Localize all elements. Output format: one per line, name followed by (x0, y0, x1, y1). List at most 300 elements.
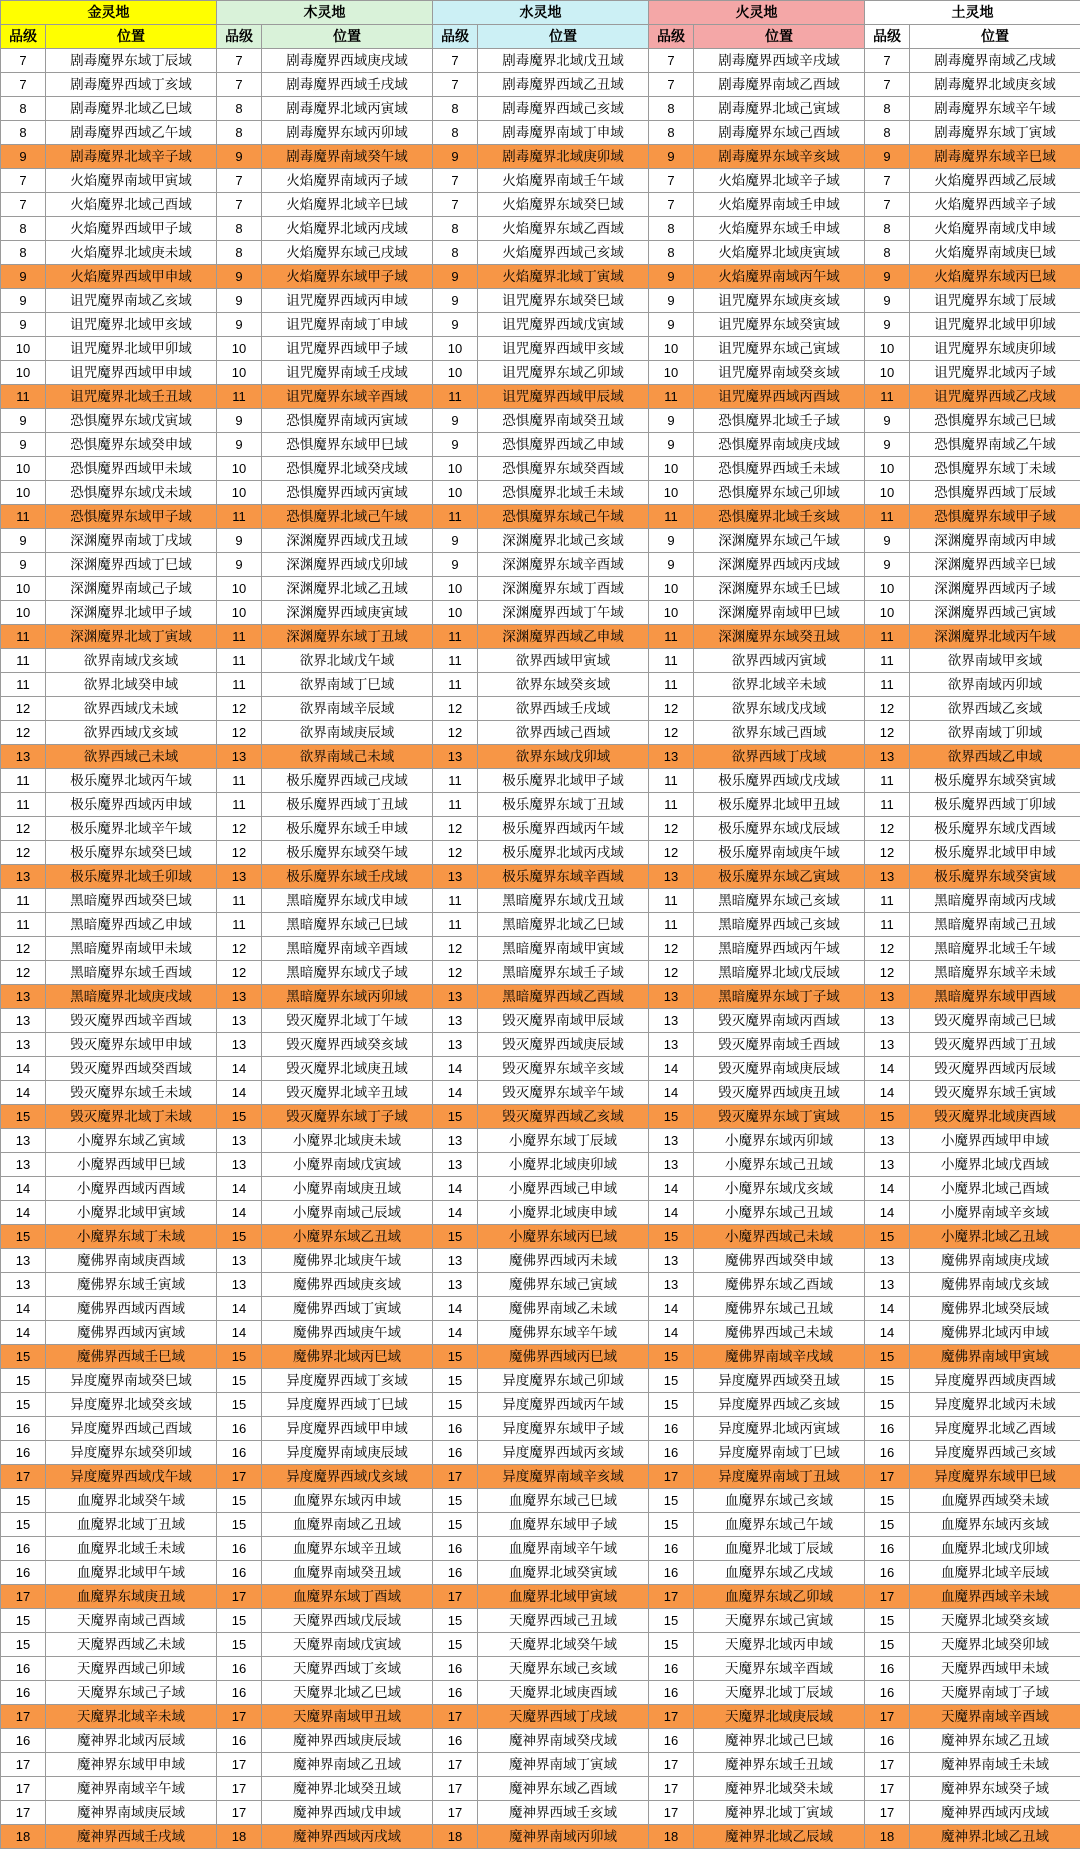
cell-grade: 14 (865, 1321, 910, 1345)
cell-grade: 11 (217, 385, 262, 409)
cell-grade: 10 (865, 577, 910, 601)
cell-position: 异度魔界东域癸卯域 (46, 1441, 217, 1465)
cell-grade: 15 (649, 1633, 694, 1657)
cell-position: 黑暗魔界北域壬午域 (910, 937, 1080, 961)
cell-position: 异度魔界西域丁亥域 (262, 1369, 433, 1393)
cell-grade: 10 (1, 601, 46, 625)
cell-position: 深渊魔界西域丙子域 (910, 577, 1080, 601)
cell-position: 小魔界西域己未域 (694, 1225, 865, 1249)
cell-grade: 15 (1, 1369, 46, 1393)
cell-grade: 11 (1, 505, 46, 529)
cell-grade: 13 (217, 745, 262, 769)
cell-position: 小魔界南域庚丑域 (262, 1177, 433, 1201)
cell-position: 诅咒魔界东域癸寅域 (694, 313, 865, 337)
table-row (1, 1345, 1080, 1369)
cell-position: 黑暗魔界东域己巳域 (262, 913, 433, 937)
cell-grade: 8 (217, 97, 262, 121)
cell-grade: 18 (217, 1825, 262, 1849)
cell-grade: 17 (1, 1801, 46, 1825)
cell-position: 火焰魔界北域辛子域 (694, 169, 865, 193)
cell-grade: 17 (433, 1777, 478, 1801)
group-header-2: 水灵地 (433, 1, 649, 25)
cell-grade: 10 (865, 337, 910, 361)
cell-position: 欲界东域戊戌域 (694, 697, 865, 721)
cell-grade: 8 (433, 121, 478, 145)
cell-grade: 15 (649, 1489, 694, 1513)
cell-position: 欲界西域戊亥域 (46, 721, 217, 745)
cell-position: 魔神界北域丙辰域 (46, 1729, 217, 1753)
cell-grade: 13 (217, 865, 262, 889)
cell-grade: 7 (865, 193, 910, 217)
cell-position: 魔佛界南域戊亥域 (910, 1273, 1080, 1297)
cell-grade: 8 (649, 241, 694, 265)
cell-position: 毁灭魔界西域丁丑域 (910, 1033, 1080, 1057)
cell-position: 小魔界东域乙寅域 (46, 1129, 217, 1153)
cell-position: 魔佛界北域庚午域 (262, 1249, 433, 1273)
cell-position: 天魔界南域丁子域 (910, 1681, 1080, 1705)
cell-position: 深渊魔界东域丁酉域 (478, 577, 649, 601)
cell-grade: 15 (1, 1393, 46, 1417)
cell-grade: 17 (649, 1753, 694, 1777)
cell-grade: 10 (217, 601, 262, 625)
cell-position: 恐惧魔界东域甲子域 (910, 505, 1080, 529)
cell-grade: 15 (433, 1105, 478, 1129)
cell-grade: 12 (865, 961, 910, 985)
cell-position: 魔神界南域癸戌域 (478, 1729, 649, 1753)
cell-position: 魔神界南域壬未域 (910, 1753, 1080, 1777)
table-row (1, 1561, 1080, 1585)
cell-grade: 14 (1, 1177, 46, 1201)
table-row (1, 1177, 1080, 1201)
cell-position: 黑暗魔界东域己亥域 (694, 889, 865, 913)
cell-position: 火焰魔界东域甲子域 (262, 265, 433, 289)
cell-grade: 17 (649, 1465, 694, 1489)
table-row (1, 241, 1080, 265)
cell-grade: 9 (217, 289, 262, 313)
cell-grade: 17 (1, 1585, 46, 1609)
cell-position: 恐惧魔界东域癸申域 (46, 433, 217, 457)
cell-grade: 12 (649, 817, 694, 841)
cell-position: 魔佛界西域庚午域 (262, 1321, 433, 1345)
table-row (1, 1153, 1080, 1177)
cell-grade: 13 (217, 1249, 262, 1273)
cell-grade: 7 (1, 49, 46, 73)
cell-position: 欲界西域丁戌域 (694, 745, 865, 769)
cell-position: 魔神界西域庚辰域 (262, 1729, 433, 1753)
cell-grade: 15 (865, 1489, 910, 1513)
cell-position: 血魔界南域癸丑域 (262, 1561, 433, 1585)
cell-grade: 10 (1, 481, 46, 505)
cell-position: 深渊魔界北域己亥域 (478, 529, 649, 553)
cell-position: 黑暗魔界南域辛酉域 (262, 937, 433, 961)
cell-grade: 14 (433, 1297, 478, 1321)
group-header-4: 土灵地 (865, 1, 1080, 25)
cell-position: 魔佛界东域壬寅域 (46, 1273, 217, 1297)
cell-grade: 11 (1, 769, 46, 793)
cell-grade: 8 (433, 97, 478, 121)
cell-position: 天魔界西域丁亥域 (262, 1657, 433, 1681)
cell-position: 魔佛界西域庚亥域 (262, 1273, 433, 1297)
cell-grade: 9 (649, 433, 694, 457)
table-row (1, 1489, 1080, 1513)
cell-position: 魔佛界西域丙酉域 (46, 1297, 217, 1321)
cell-grade: 15 (649, 1609, 694, 1633)
cell-grade: 12 (1, 841, 46, 865)
cell-position: 小魔界西域甲巳域 (46, 1153, 217, 1177)
cell-grade: 16 (217, 1561, 262, 1585)
cell-grade: 10 (1, 361, 46, 385)
cell-grade: 11 (649, 649, 694, 673)
cell-position: 欲界北域癸申域 (46, 673, 217, 697)
cell-grade: 13 (865, 985, 910, 1009)
cell-grade: 8 (649, 121, 694, 145)
cell-grade: 13 (217, 1033, 262, 1057)
cell-grade: 10 (433, 577, 478, 601)
cell-grade: 15 (649, 1105, 694, 1129)
cell-position: 异度魔界南域癸巳域 (46, 1369, 217, 1393)
cell-position: 异度魔界西域庚酉域 (910, 1369, 1080, 1393)
cell-grade: 11 (649, 385, 694, 409)
cell-position: 魔神界南域辛午域 (46, 1777, 217, 1801)
cell-grade: 11 (865, 673, 910, 697)
cell-position: 血魔界东域辛丑域 (262, 1537, 433, 1561)
cell-grade: 12 (217, 841, 262, 865)
cell-position: 异度魔界东域甲巳域 (910, 1465, 1080, 1489)
cell-grade: 11 (217, 505, 262, 529)
cell-position: 恐惧魔界东域己卯域 (694, 481, 865, 505)
cell-position: 欲界西域甲寅域 (478, 649, 649, 673)
cell-position: 毁灭魔界南域庚辰域 (694, 1057, 865, 1081)
cell-grade: 9 (433, 433, 478, 457)
cell-position: 极乐魔界北域辛午域 (46, 817, 217, 841)
cell-position: 剧毒魔界北域庚亥域 (910, 73, 1080, 97)
cell-position: 欲界南域丁卯域 (910, 721, 1080, 745)
cell-grade: 12 (433, 721, 478, 745)
cell-position: 剧毒魔界东域辛巳域 (910, 145, 1080, 169)
cell-grade: 9 (433, 313, 478, 337)
table-row (1, 601, 1080, 625)
cell-position: 火焰魔界南域甲寅域 (46, 169, 217, 193)
cell-position: 黑暗魔界南域己丑域 (910, 913, 1080, 937)
cell-position: 魔神界西域丙戌域 (262, 1825, 433, 1849)
cell-grade: 11 (865, 385, 910, 409)
cell-grade: 13 (433, 985, 478, 1009)
cell-position: 剧毒魔界西域乙午域 (46, 121, 217, 145)
cell-position: 欲界南域丙卯域 (910, 673, 1080, 697)
cell-position: 火焰魔界西域辛子域 (910, 193, 1080, 217)
cell-grade: 13 (865, 1009, 910, 1033)
cell-position: 血魔界东域甲子域 (478, 1513, 649, 1537)
cell-grade: 15 (865, 1609, 910, 1633)
cell-position: 魔神界西域壬亥域 (478, 1801, 649, 1825)
cell-grade: 9 (865, 313, 910, 337)
cell-grade: 15 (649, 1345, 694, 1369)
table-row (1, 1465, 1080, 1489)
cell-position: 恐惧魔界北域壬未域 (478, 481, 649, 505)
cell-position: 魔神界南域庚辰域 (46, 1801, 217, 1825)
cell-position: 深渊魔界西域丙戌域 (694, 553, 865, 577)
cell-grade: 14 (865, 1201, 910, 1225)
cell-grade: 13 (1, 1249, 46, 1273)
cell-grade: 12 (649, 937, 694, 961)
cell-grade: 13 (649, 1273, 694, 1297)
cell-position: 天魔界北域癸卯域 (910, 1633, 1080, 1657)
cell-position: 毁灭魔界南域丙酉域 (694, 1009, 865, 1033)
cell-grade: 17 (1, 1753, 46, 1777)
cell-grade: 12 (1, 721, 46, 745)
cell-grade: 17 (865, 1801, 910, 1825)
cell-position: 剧毒魔界北域乙巳域 (46, 97, 217, 121)
cell-grade: 9 (1, 313, 46, 337)
cell-grade: 8 (865, 241, 910, 265)
cell-grade: 13 (1, 1153, 46, 1177)
cell-position: 魔佛界北域丙申域 (910, 1321, 1080, 1345)
cell-grade: 13 (865, 745, 910, 769)
cell-grade: 16 (433, 1681, 478, 1705)
cell-grade: 11 (1, 673, 46, 697)
cell-position: 异度魔界南域丁巳域 (694, 1441, 865, 1465)
cell-grade: 7 (1, 193, 46, 217)
cell-grade: 12 (217, 721, 262, 745)
cell-position: 毁灭魔界东域甲申域 (46, 1033, 217, 1057)
cell-grade: 11 (649, 505, 694, 529)
cell-position: 黑暗魔界东域壬酉域 (46, 961, 217, 985)
cell-grade: 15 (217, 1393, 262, 1417)
cell-position: 血魔界西域癸未域 (910, 1489, 1080, 1513)
cell-position: 小魔界西域己申域 (478, 1177, 649, 1201)
table-row (1, 73, 1080, 97)
cell-grade: 7 (433, 49, 478, 73)
cell-position: 毁灭魔界西域癸亥域 (262, 1033, 433, 1057)
cell-position: 欲界西域戊未域 (46, 697, 217, 721)
cell-position: 火焰魔界北域己酉域 (46, 193, 217, 217)
cell-grade: 15 (433, 1633, 478, 1657)
cell-grade: 7 (1, 73, 46, 97)
cell-grade: 8 (1, 121, 46, 145)
table-row (1, 577, 1080, 601)
cell-position: 剧毒魔界西域壬戌域 (262, 73, 433, 97)
cell-position: 天魔界西域己丑域 (478, 1609, 649, 1633)
cell-position: 血魔界北域壬未域 (46, 1537, 217, 1561)
sub-header-3-grade: 品级 (649, 25, 694, 49)
sub-header-4-position: 位置 (910, 25, 1080, 49)
cell-grade: 9 (217, 529, 262, 553)
cell-grade: 14 (865, 1057, 910, 1081)
table-row (1, 1249, 1080, 1273)
cell-position: 恐惧魔界北域壬亥域 (694, 505, 865, 529)
cell-grade: 8 (217, 217, 262, 241)
cell-position: 欲界东域戊卯域 (478, 745, 649, 769)
cell-grade: 15 (217, 1105, 262, 1129)
cell-position: 血魔界东域丙亥域 (910, 1513, 1080, 1537)
cell-position: 剧毒魔界东域己酉域 (694, 121, 865, 145)
cell-position: 剧毒魔界西域乙丑域 (478, 73, 649, 97)
cell-position: 深渊魔界北域甲子域 (46, 601, 217, 625)
table-row (1, 745, 1080, 769)
cell-grade: 12 (865, 721, 910, 745)
cell-grade: 15 (649, 1393, 694, 1417)
cell-grade: 7 (1, 169, 46, 193)
cell-grade: 7 (217, 73, 262, 97)
cell-position: 火焰魔界东域乙酉域 (478, 217, 649, 241)
group-header-1: 木灵地 (217, 1, 433, 25)
cell-position: 毁灭魔界东域丁寅域 (694, 1105, 865, 1129)
cell-grade: 15 (433, 1393, 478, 1417)
cell-position: 剧毒魔界北域丙寅域 (262, 97, 433, 121)
cell-grade: 16 (649, 1729, 694, 1753)
cell-position: 血魔界西域辛未域 (910, 1585, 1080, 1609)
cell-grade: 7 (217, 169, 262, 193)
cell-position: 魔神界南域乙丑域 (262, 1753, 433, 1777)
cell-position: 诅咒魔界南域壬戌域 (262, 361, 433, 385)
cell-position: 恐惧魔界东域甲巳域 (262, 433, 433, 457)
cell-grade: 12 (433, 937, 478, 961)
cell-grade: 13 (433, 865, 478, 889)
cell-grade: 9 (217, 553, 262, 577)
cell-grade: 7 (649, 169, 694, 193)
cell-grade: 16 (217, 1537, 262, 1561)
cell-position: 恐惧魔界南域癸丑域 (478, 409, 649, 433)
cell-grade: 14 (433, 1177, 478, 1201)
cell-position: 小魔界东域乙丑域 (262, 1225, 433, 1249)
cell-grade: 16 (865, 1417, 910, 1441)
cell-position: 血魔界东域丁酉域 (262, 1585, 433, 1609)
cell-grade: 16 (865, 1657, 910, 1681)
cell-grade: 10 (649, 481, 694, 505)
cell-grade: 10 (649, 337, 694, 361)
cell-position: 魔佛界西域丙巳域 (478, 1345, 649, 1369)
cell-position: 小魔界南域戊寅域 (262, 1153, 433, 1177)
cell-grade: 9 (865, 265, 910, 289)
table-row (1, 1009, 1080, 1033)
cell-position: 血魔界东域乙卯域 (694, 1585, 865, 1609)
cell-grade: 17 (649, 1705, 694, 1729)
cell-grade: 11 (865, 889, 910, 913)
cell-grade: 15 (1, 1489, 46, 1513)
cell-grade: 11 (433, 385, 478, 409)
cell-position: 恐惧魔界西域丁辰域 (910, 481, 1080, 505)
cell-grade: 8 (1, 217, 46, 241)
cell-position: 小魔界东域己丑域 (694, 1201, 865, 1225)
cell-position: 恐惧魔界西域甲未域 (46, 457, 217, 481)
cell-grade: 15 (433, 1609, 478, 1633)
cell-grade: 7 (649, 73, 694, 97)
cell-grade: 13 (1, 1273, 46, 1297)
cell-position: 毁灭魔界南域壬酉域 (694, 1033, 865, 1057)
cell-grade: 14 (865, 1081, 910, 1105)
cell-position: 火焰魔界南域丙子域 (262, 169, 433, 193)
cell-position: 血魔界北域丁丑域 (46, 1513, 217, 1537)
cell-position: 异度魔界西域戊午域 (46, 1465, 217, 1489)
table-row (1, 961, 1080, 985)
cell-grade: 17 (1, 1465, 46, 1489)
cell-grade: 15 (1, 1225, 46, 1249)
cell-position: 血魔界南域辛午域 (478, 1537, 649, 1561)
cell-position: 黑暗魔界东域甲酉域 (910, 985, 1080, 1009)
cell-position: 剧毒魔界北域辛子域 (46, 145, 217, 169)
cell-grade: 12 (649, 841, 694, 865)
cell-position: 魔神界南域丙卯域 (478, 1825, 649, 1849)
cell-position: 极乐魔界南域庚午域 (694, 841, 865, 865)
cell-position: 诅咒魔界东域庚亥域 (694, 289, 865, 313)
cell-position: 魔神界北域己巳域 (694, 1729, 865, 1753)
cell-position: 血魔界北域甲午域 (46, 1561, 217, 1585)
cell-position: 深渊魔界西域戊丑域 (262, 529, 433, 553)
cell-grade: 12 (1, 817, 46, 841)
cell-position: 火焰魔界东域癸巳域 (478, 193, 649, 217)
cell-grade: 17 (433, 1801, 478, 1825)
cell-grade: 9 (217, 265, 262, 289)
table-row (1, 649, 1080, 673)
cell-grade: 8 (433, 241, 478, 265)
cell-position: 剧毒魔界东域丁辰域 (46, 49, 217, 73)
cell-position: 深渊魔界北域丙午域 (910, 625, 1080, 649)
cell-grade: 16 (649, 1441, 694, 1465)
cell-grade: 15 (433, 1225, 478, 1249)
cell-position: 天魔界北域癸午域 (478, 1633, 649, 1657)
cell-position: 魔神界东域甲申域 (46, 1753, 217, 1777)
sub-header-3-position: 位置 (694, 25, 865, 49)
cell-position: 异度魔界南域庚辰域 (262, 1441, 433, 1465)
cell-grade: 10 (433, 481, 478, 505)
cell-position: 火焰魔界北域丁寅域 (478, 265, 649, 289)
cell-grade: 13 (649, 1153, 694, 1177)
cell-position: 诅咒魔界西域乙戌域 (910, 385, 1080, 409)
cell-grade: 14 (217, 1321, 262, 1345)
cell-position: 极乐魔界东域壬戌域 (262, 865, 433, 889)
cell-position: 黑暗魔界北域乙巳域 (478, 913, 649, 937)
cell-grade: 7 (649, 49, 694, 73)
cell-position: 诅咒魔界西域甲子域 (262, 337, 433, 361)
table-row (1, 1297, 1080, 1321)
cell-grade: 15 (865, 1105, 910, 1129)
cell-position: 黑暗魔界南域丙戌域 (910, 889, 1080, 913)
cell-position: 剧毒魔界东域辛亥域 (694, 145, 865, 169)
sub-header-0-grade: 品级 (1, 25, 46, 49)
cell-position: 剧毒魔界西域丁亥域 (46, 73, 217, 97)
cell-grade: 16 (1, 1537, 46, 1561)
cell-grade: 14 (865, 1177, 910, 1201)
cell-grade: 13 (649, 865, 694, 889)
table-row (1, 169, 1080, 193)
table-row (1, 817, 1080, 841)
cell-grade: 16 (1, 1561, 46, 1585)
cell-position: 异度魔界北域乙酉域 (910, 1417, 1080, 1441)
sub-header-1-position: 位置 (262, 25, 433, 49)
cell-position: 恐惧魔界东域甲子域 (46, 505, 217, 529)
cell-position: 小魔界南域辛亥域 (910, 1201, 1080, 1225)
cell-position: 火焰魔界南域壬申域 (694, 193, 865, 217)
table-row (1, 1609, 1080, 1633)
cell-position: 黑暗魔界东域壬子域 (478, 961, 649, 985)
cell-position: 极乐魔界东域辛酉域 (478, 865, 649, 889)
cell-grade: 11 (649, 793, 694, 817)
cell-grade: 7 (433, 169, 478, 193)
cell-position: 毁灭魔界西域乙亥域 (478, 1105, 649, 1129)
table-row (1, 217, 1080, 241)
cell-grade: 13 (1, 985, 46, 1009)
cell-position: 诅咒魔界西域丙申域 (262, 289, 433, 313)
cell-grade: 7 (865, 73, 910, 97)
table-row (1, 409, 1080, 433)
table-row (1, 1057, 1080, 1081)
cell-position: 魔神界北域丁寅域 (694, 1801, 865, 1825)
cell-grade: 12 (649, 697, 694, 721)
cell-position: 诅咒魔界东域乙卯域 (478, 361, 649, 385)
cell-position: 血魔界东域丙申域 (262, 1489, 433, 1513)
cell-position: 剧毒魔界西域庚戌域 (262, 49, 433, 73)
cell-grade: 12 (1, 697, 46, 721)
